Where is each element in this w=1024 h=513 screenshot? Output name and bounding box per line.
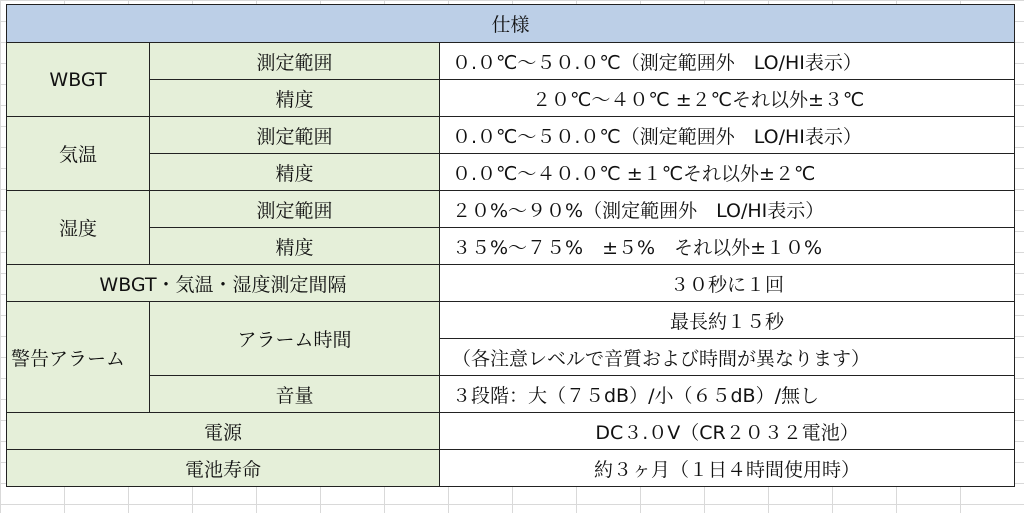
row-label-battery: 電池寿命 (7, 450, 440, 487)
row-value: ３０秒に１回 (440, 265, 1015, 302)
row-value: ０.０℃～５０.０℃（測定範囲外 LO/HI表示） (440, 117, 1015, 154)
row-value: （各注意レベルで音質および時間が異なります） (440, 339, 1015, 376)
table-row (7, 43, 1015, 80)
row-label: アラーム時間 (150, 302, 440, 376)
table-row (7, 117, 1015, 154)
row-value: ０.０℃～４０.０℃ ±１℃それ以外±２℃ (440, 154, 1015, 191)
table-row (7, 376, 1015, 413)
row-value: ３５%～７５% ±５% それ以外±１０% (440, 228, 1015, 265)
group-label-alarm: 警告アラーム (7, 302, 150, 413)
table-row (7, 228, 1015, 265)
row-label-power: 電源 (7, 413, 440, 450)
row-label: 測定範囲 (150, 191, 440, 228)
group-label-wbgt: WBGT (7, 43, 150, 117)
row-value: ２０%～９０%（測定範囲外 LO/HI表示） (440, 191, 1015, 228)
row-value: 約３ヶ月（１日４時間使用時） (440, 450, 1015, 487)
row-value: 最長約１５秒 (440, 302, 1015, 339)
row-value: ３段階：大（７５dB）/小（６５dB）/無し (440, 376, 1015, 413)
row-label: 精度 (150, 154, 440, 191)
row-label: 測定範囲 (150, 117, 440, 154)
row-label: 音量 (150, 376, 440, 413)
table-row (7, 154, 1015, 191)
table-row (7, 191, 1015, 228)
group-label-temperature: 気温 (7, 117, 150, 191)
table-header: 仕様 (7, 5, 1015, 43)
spec-table (6, 4, 1015, 487)
group-label-humidity: 湿度 (7, 191, 150, 265)
table-row (7, 265, 1015, 302)
row-label: 精度 (150, 228, 440, 265)
row-label: 測定範囲 (150, 43, 440, 80)
table-header-row (7, 5, 1015, 43)
row-value: ２０℃～４０℃ ±２℃それ以外±３℃ (440, 80, 1015, 117)
table-row (7, 413, 1015, 450)
row-label-interval: WBGT・気温・湿度測定間隔 (7, 265, 440, 302)
table-row (7, 450, 1015, 487)
row-value: DC３.０V（CR２０３２電池） (440, 413, 1015, 450)
table-row (7, 80, 1015, 117)
row-label: 精度 (150, 80, 440, 117)
row-value: ０.０℃～５０.０℃（測定範囲外 LO/HI表示） (440, 43, 1015, 80)
table-row (7, 302, 1015, 339)
